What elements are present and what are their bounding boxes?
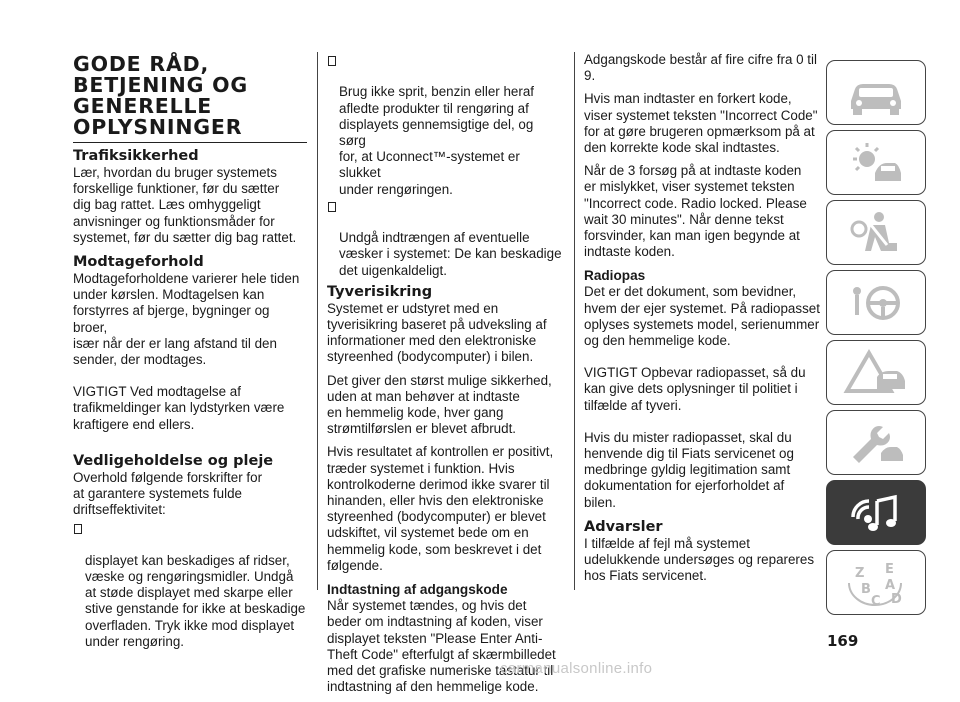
bullet-text: Undgå indtrængen af eventuelle væsker i systemet: De kan beskadige det uigenkaldeligt.: [339, 230, 562, 278]
page-number: 169: [827, 632, 859, 650]
dashboard-lights-icon: [841, 137, 911, 189]
svg-text:Z: Z: [855, 565, 865, 581]
tab-emergency[interactable]: [826, 340, 926, 405]
paragraph-passport-important: VIGTIGT Opbevar radiopasset, så du kan give dets oplysninger til politiet i tilfælde af tyveri.: [584, 365, 806, 413]
paragraph-passport-lost: Hvis du mister radiopasset, skal du henvende dig til Fiats servicenet og medbringe gyldig legitimation samt dokumentation for ejerforholdet af bilen.: [584, 429, 794, 510]
paragraph-anti-theft-3: Hvis resultatet af kontrollen er positivt, træder systemet i funktion. Hvis kontrolkoderne derimod ikke svarer til hinanden, eller hvis den elektroniske styreenhed (bodycomputer) er blevet udskiftet, vil systemet bede om en hemmelig kode, som beskrevet i det følgende.: [327, 444, 554, 573]
paragraph-anti-theft-1: Systemet er udstyret med en tyverisikring baseret på udveksling af informationer med den elektroniske styreenhed (bodycomputer) i bilen.: [327, 300, 547, 365]
tab-maintenance[interactable]: [826, 410, 926, 475]
warning-triangle-car-icon: [841, 347, 911, 399]
car-icon: [841, 67, 911, 119]
svg-text:A: A: [885, 577, 896, 593]
svg-text:D: D: [891, 591, 902, 607]
bullet-square-icon: [328, 202, 336, 212]
heading-code-entry: Indtastning af adgangskode: [327, 582, 508, 598]
paragraph-maintenance: Overhold følgende forskrifter for at garantere systemets fulde driftseffektivitet:: [73, 469, 263, 518]
wrench-car-icon: [841, 417, 911, 469]
steering-key-icon: [841, 277, 911, 329]
svg-text:C: C: [871, 593, 881, 609]
paragraph-traffic-safety: Lær, hvordan du bruger systemets forskellige funktioner, før du sætter dig bag rattet. Læs omhyggeligt anvisninger og funktionsmåder for systemet, før du sætter dig bag rattet.: [73, 165, 297, 245]
title-divider: [73, 142, 307, 143]
tab-dashboard[interactable]: [826, 130, 926, 195]
column-divider: [317, 52, 318, 590]
bullet-display-damage: [73, 520, 307, 650]
paragraph-anti-theft-2: Det giver den størst mulige sikkerhed, uden at man behøver at indtaste en hemmelig kode, hver gang strømtilførslen er blevet afbrudt.: [327, 372, 552, 437]
bullet-no-alcohol: [327, 52, 563, 198]
bullet-no-liquids: [327, 198, 563, 279]
heading-traffic-safety: Trafiksikkerhed: [73, 148, 199, 164]
bullet-square-icon: [74, 524, 82, 534]
section-title: GODE RÅD, BETJENING OG GENERELLE OPLYSNINGER: [73, 52, 249, 139]
tab-multimedia[interactable]: [826, 480, 926, 545]
heading-warnings: Advarsler: [584, 518, 663, 535]
paragraph-radio-locked: Når de 3 forsøg på at indtaste koden er mislykket, viser systemet teksten "Incorrect code. Radio locked. Please wait 30 minutes". Når denne tekst forsvinder, kan man igen begynde at indtaste koden.: [584, 163, 807, 260]
column-1: [73, 52, 307, 650]
multimedia-icon: [841, 487, 911, 539]
heading-anti-theft: Tyverisikring: [327, 283, 433, 300]
heading-maintenance: Vedligeholdelse og pleje: [73, 452, 274, 469]
paragraph-radio-passport: Det er det dokument, som bevidner, hvem der ejer systemet. På radiopasset oplyses systemets model, serienummer og den hemmelige kode.: [584, 284, 820, 349]
paragraph-incorrect-code: Hvis man indtaster en forkert kode, viser systemet teksten "Incorrect Code" for at gøre brugeren opmærksom på at den korrekte kode skal indtastes.: [584, 91, 818, 156]
tab-safety[interactable]: [826, 200, 926, 265]
chapter-tabs: [826, 60, 928, 620]
svg-text:B: B: [861, 581, 871, 597]
heading-radio-passport: Radiopas: [584, 268, 646, 284]
alphabet-index-icon: [841, 557, 911, 609]
column-divider: [574, 52, 575, 590]
column-2: [327, 52, 563, 702]
tab-index[interactable]: [826, 550, 926, 615]
paragraph-code-entry: Når systemet tændes, og hvis det beder om indtastning af koden, viser displayet teksten "Please Enter Anti- Theft Code" efterfulgt af skærmbilledet med det grafiske numeriske tastatur til indtastning af den hemmelige kode.: [327, 598, 556, 695]
tab-vehicle[interactable]: [826, 60, 926, 125]
heading-reception: Modtageforhold: [73, 254, 204, 271]
seatbelt-airbag-icon: [841, 207, 911, 259]
bullet-text: Brug ikke sprit, benzin eller heraf afledte produkter til rengøring af displayets gennemsigtige del, og sørg for, at Uconnect™-systemet er slukket under rengøringen.: [339, 84, 535, 197]
tab-starting-driving[interactable]: [826, 270, 926, 335]
bullet-square-icon: [328, 56, 336, 66]
footer-watermark: carmanualsonline.info: [500, 660, 653, 677]
paragraph-warnings: I tilfælde af fejl må systemet udelukkende undersøges og repareres hos Fiats servicenet.: [584, 535, 815, 584]
paragraph-important-volume: VIGTIGT Ved modtagelse af trafikmeldinger kan lydstyrken være kraftigere end ellers.: [73, 384, 285, 432]
svg-text:E: E: [885, 561, 894, 577]
paragraph-code-digits: Adgangskode består af fire cifre fra 0 til 9.: [584, 52, 817, 84]
column-3: [584, 52, 822, 591]
paragraph-reception: Modtageforholdene varierer hele tiden under kørslen. Modtagelsen kan forstyrres af bjerge, bygninger og broer, især når der er lang afstand til den sender, der modtages.: [73, 271, 300, 368]
bullet-text: displayet kan beskadiges af ridser, væske og rengøringsmidler. Undgå at støde displayet med skarpe eller stive genstande for ikke at beskadige overfladen. Tryk ikke mod displayet under rengøring.: [85, 552, 306, 649]
